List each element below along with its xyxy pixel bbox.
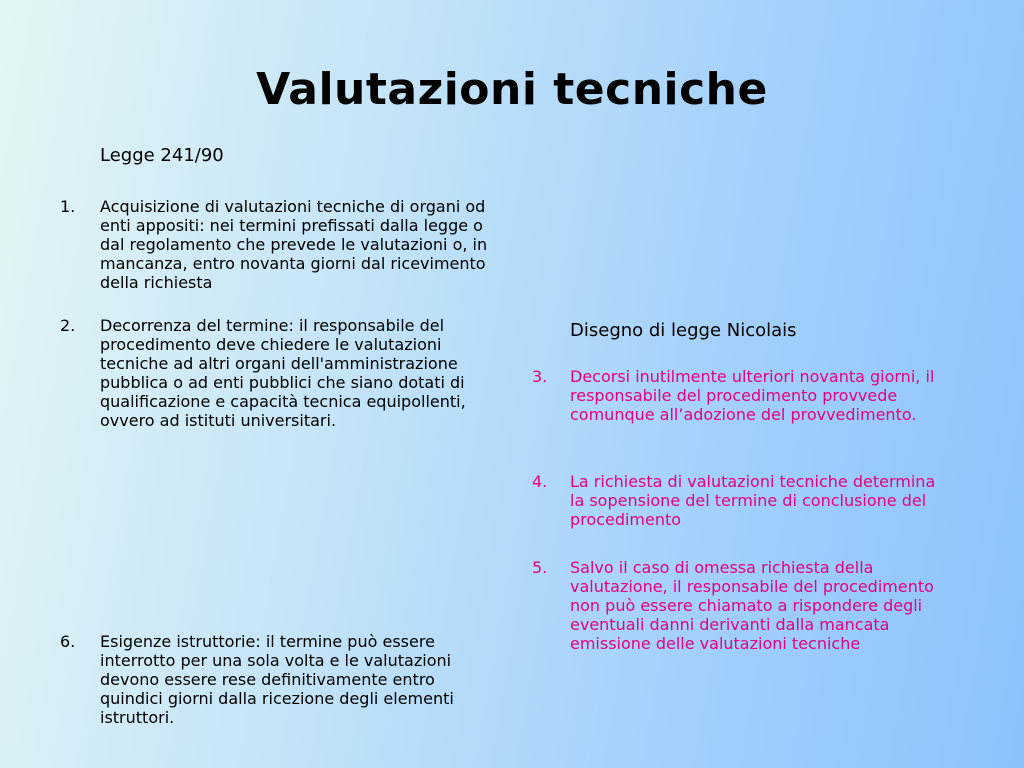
list-item-number: 5. (532, 558, 548, 577)
list-item-number: 4. (532, 472, 548, 491)
list-item-number: 3. (532, 367, 548, 386)
list-item-1 (60, 197, 500, 292)
left-column-heading: Legge 241/90 (100, 145, 224, 166)
slide-title: Valutazioni tecniche (256, 64, 768, 115)
right-column-heading: Disegno di legge Nicolais (570, 320, 797, 341)
list-item-2 (60, 316, 500, 430)
list-item-number: 1. (60, 197, 76, 216)
list-item-text: Decorsi inutilmente ulteriori novanta giorni, il responsabile del procedimento provvede comunque all’adozione del provvedimento. (570, 367, 935, 424)
list-item-4 (532, 472, 945, 529)
list-item-text: Esigenze istruttorie: il termine può essere interrotto per una sola volta e le valutazioni devono essere rese definitivamente entro quindici giorni dalla ricezione degli elementi istruttori. (100, 632, 454, 727)
list-item-3 (532, 367, 945, 424)
list-item-text: Acquisizione di valutazioni tecniche di organi od enti appositi: nei termini prefissati dalla legge o dal regolamento che prevede le valutazioni o, in mancanza, entro novanta giorni dal ricevimento della richiesta (100, 197, 488, 292)
list-item-text: Salvo il caso di omessa richiesta della valutazione, il responsabile del procedimento non può essere chiamato a rispondere degli eventuali danni derivanti dalla mancata emissione delle valutazioni tecniche (570, 558, 934, 653)
list-item-text: Decorrenza del termine: il responsabile del procedimento deve chiedere le valutazioni tecniche ad altri organi dell'amministrazione pubblica o ad enti pubblici che siano dotati di qualificazione e capacità tecnica equipollenti, ovvero ad istituti universitari. (100, 316, 466, 430)
list-item-number: 2. (60, 316, 76, 335)
list-item-number: 6. (60, 632, 76, 651)
list-item-5 (532, 558, 950, 653)
list-item-6 (60, 632, 500, 727)
list-item-text: La richiesta di valutazioni tecniche determina la sopensione del termine di conclusione del procedimento (570, 472, 936, 529)
